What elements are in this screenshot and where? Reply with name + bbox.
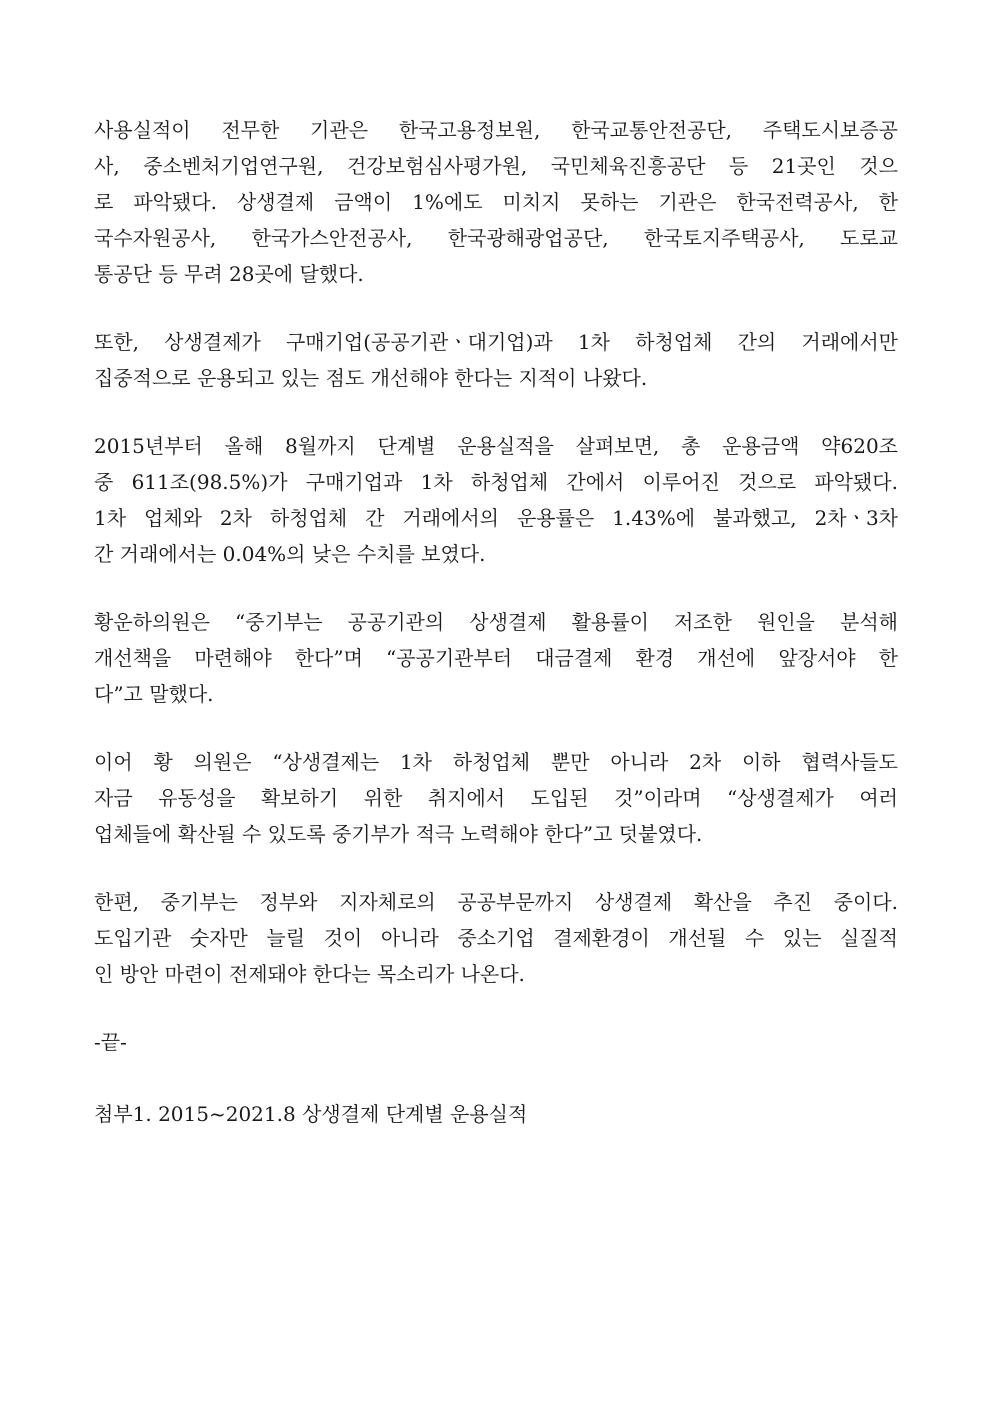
- text-line: 황운하의원은 “중기부는 공공기관의 상생결제 활용률이 저조한 원인을 분석해: [94, 610, 898, 634]
- text-line: 또한, 상생결제가 구매기업(공공기관ㆍ대기업)과 1차 하청업체 간의 거래에서만: [94, 330, 898, 354]
- paragraph-first-tier-concentration: [94, 324, 898, 396]
- text-line: 국수자원공사, 한국가스안전공사, 한국광해광업공단, 한국토지주택공사, 도로교: [94, 226, 898, 250]
- text-line: 자금 유동성을 확보하기 위한 취지에서 도입된 것”이라며 “상생결제가 여러: [94, 786, 898, 810]
- text-line: 인 방안 마련이 전제돼야 한다는 목소리가 나온다.: [94, 962, 525, 986]
- text-line: 1차 업체와 2차 하청업체 간 거래에서의 운용률은 1.43%에 불과했고, 2차ㆍ3차: [94, 506, 898, 530]
- text-line: 사용실적이 전무한 기관은 한국고용정보원, 한국교통안전공단, 주택도시보증공: [94, 118, 898, 142]
- paragraph-no-usage-institutions: [94, 112, 898, 292]
- paragraph-lawmaker-quote: [94, 604, 898, 712]
- text-line: 이어 황 의원은 “상생결제는 1차 하청업체 뿐만 아니라 2차 이하 협력사들도: [94, 750, 898, 774]
- text-line: 로 파악됐다. 상생결제 금액이 1%에도 미치지 못하는 기관은 한국전력공사, 한: [94, 190, 898, 214]
- paragraph-stage-performance: [94, 428, 898, 572]
- text-line: 업체들에 확산될 수 있도록 중기부가 적극 노력해야 한다”고 덧붙였다.: [94, 822, 703, 846]
- paragraph-ministry-expansion: [94, 884, 898, 992]
- document-body: [94, 112, 898, 1132]
- text-line: 도입기관 숫자만 늘릴 것이 아니라 중소기업 결제환경이 개선될 수 있는 실질적: [94, 926, 898, 950]
- paragraph-lawmaker-addition: [94, 744, 898, 852]
- text-line: 다”고 말했다.: [94, 682, 214, 706]
- text-line: 간 거래에서는 0.04%의 낮은 수치를 보였다.: [94, 542, 486, 566]
- text-line: 2015년부터 올해 8월까지 단계별 운용실적을 살펴보면, 총 운용금액 약620조: [94, 434, 898, 458]
- text-line: 중 611조(98.5%)가 구매기업과 1차 하청업체 간에서 이루어진 것으로 파악됐다.: [94, 470, 898, 494]
- text-line: 개선책을 마련해야 한다”며 “공공기관부터 대금결제 환경 개선에 앞장서야 한: [94, 646, 898, 670]
- text-line: 사, 중소벤처기업연구원, 건강보험심사평가원, 국민체육진흥공단 등 21곳인 것으: [94, 154, 898, 178]
- end-mark: -끝-: [94, 1030, 127, 1054]
- text-line: 통공단 등 무려 28곳에 달했다.: [94, 262, 364, 286]
- text-line: 한편, 중기부는 정부와 지자체로의 공공부문까지 상생결제 확산을 추진 중이다.: [94, 890, 898, 914]
- text-line: 집중적으로 운용되고 있는 점도 개선해야 한다는 지적이 나왔다.: [94, 366, 648, 390]
- attachment-note: 첨부1. 2015~2021.8 상생결제 단계별 운용실적: [94, 1102, 528, 1126]
